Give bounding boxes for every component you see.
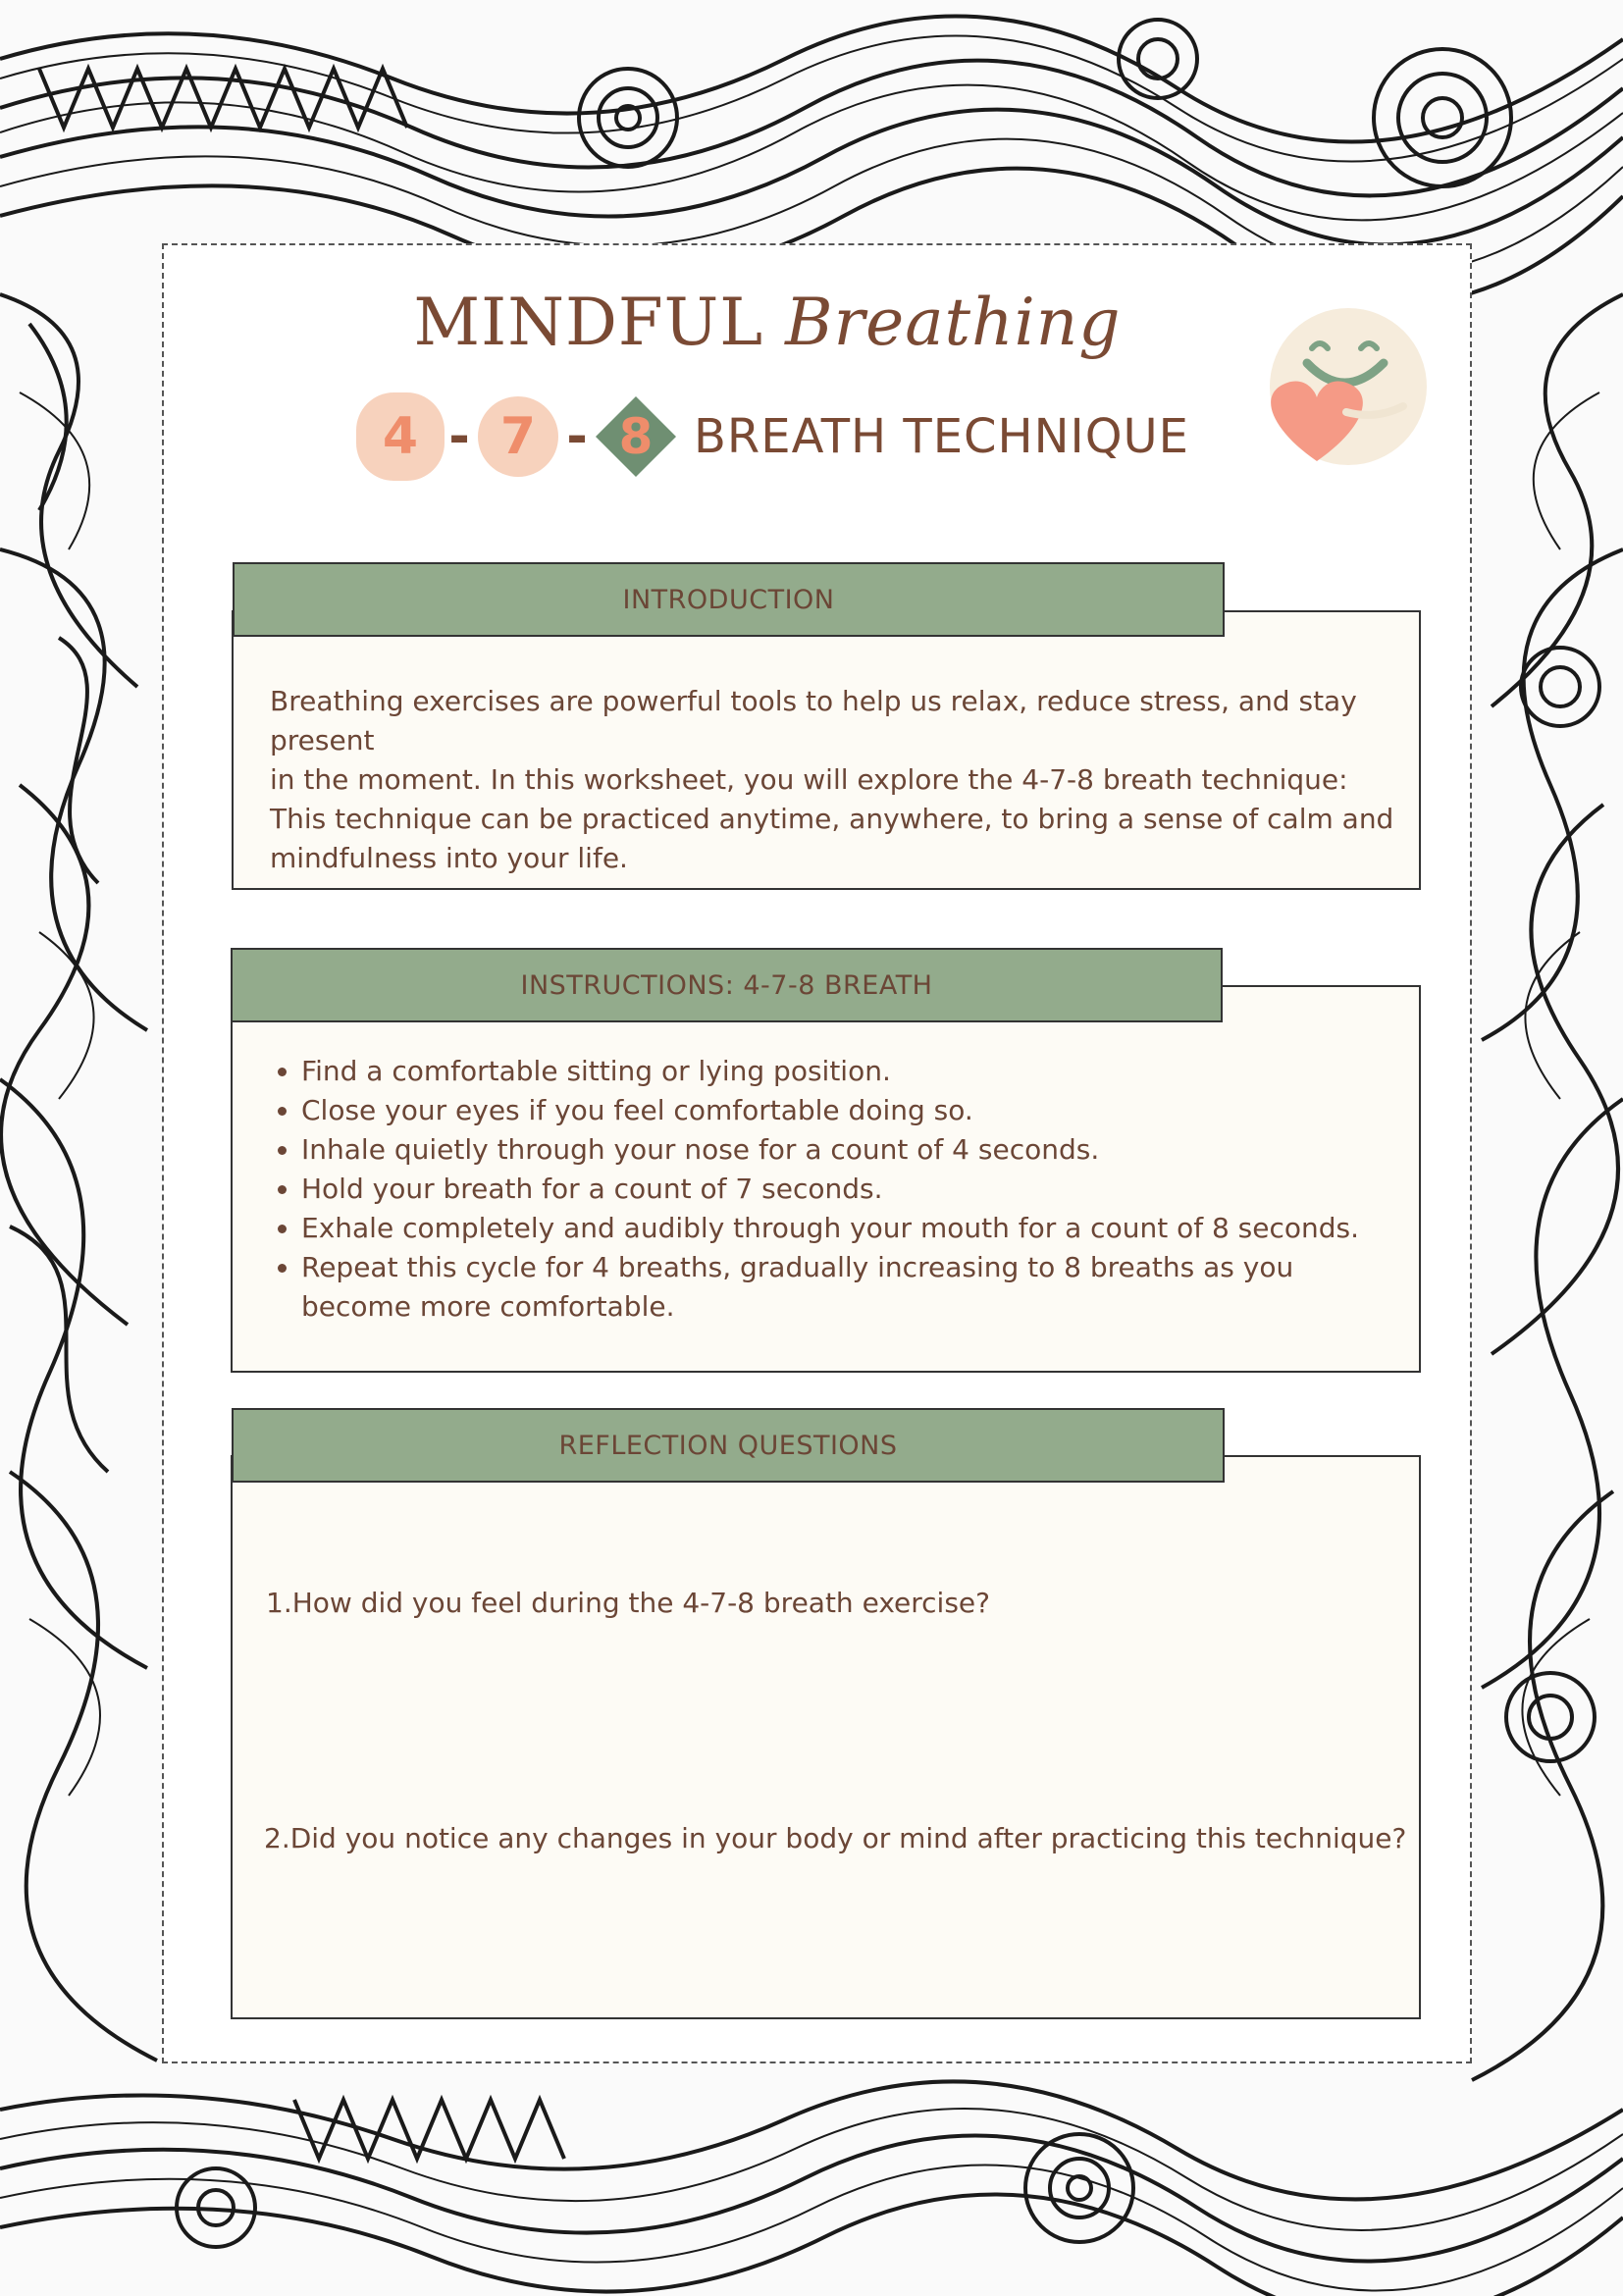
instruction-item: • Find a comfortable sitting or lying position. (301, 1052, 1400, 1091)
reflection-question-2: 2.Did you notice any changes in your body or mind after practicing this technique? (264, 1822, 1407, 1854)
page-title (164, 285, 1371, 360)
number-badge-4: 4 (360, 396, 441, 477)
title-script: Breathing (785, 285, 1122, 360)
reflection-box (231, 1455, 1421, 2019)
introduction-line: mindfulness into your life. (270, 842, 628, 874)
subtitle-text: BREATH TECHNIQUE (694, 409, 1189, 464)
number-8-label: 8 (618, 408, 654, 465)
instruction-item: • Hold your breath for a count of 7 seconds. (301, 1170, 1400, 1209)
instructions-header: INSTRUCTIONS: 4-7-8 BREATH (231, 948, 1223, 1022)
reflection-question-1: 1.How did you feel during the 4-7-8 breath exercise? (266, 1587, 990, 1619)
instructions-list (272, 1052, 1400, 1327)
subtitle-row (360, 392, 1341, 481)
number-badge-7: 7 (478, 396, 558, 477)
smiling-heart-icon (1258, 304, 1435, 481)
separator-dash: - (448, 407, 470, 466)
instruction-item: • Exhale completely and audibly through your mouth for a count of 8 seconds. (301, 1209, 1400, 1248)
title-main: MINDFUL (413, 285, 764, 360)
introduction-text (270, 682, 1408, 878)
introduction-line: Breathing exercises are powerful tools to help us relax, reduce stress, and stay present (270, 685, 1357, 757)
worksheet-page (162, 243, 1472, 2063)
number-badge-8 (596, 396, 676, 477)
reflection-header: REFLECTION QUESTIONS (232, 1408, 1225, 1483)
instruction-item: • Inhale quietly through your nose for a count of 4 seconds. (301, 1130, 1400, 1170)
introduction-line: This technique can be practiced anytime, anywhere, to bring a sense of calm and (270, 803, 1394, 835)
separator-dash: - (566, 407, 588, 466)
introduction-line: in the moment. In this worksheet, you will explore the 4-7-8 breath technique: (270, 763, 1348, 796)
introduction-header: INTRODUCTION (233, 562, 1225, 637)
instruction-item: • Close your eyes if you feel comfortable doing so. (301, 1091, 1400, 1130)
instruction-item: • Repeat this cycle for 4 breaths, gradually increasing to 8 breaths as you become more comfortable. (301, 1248, 1400, 1327)
